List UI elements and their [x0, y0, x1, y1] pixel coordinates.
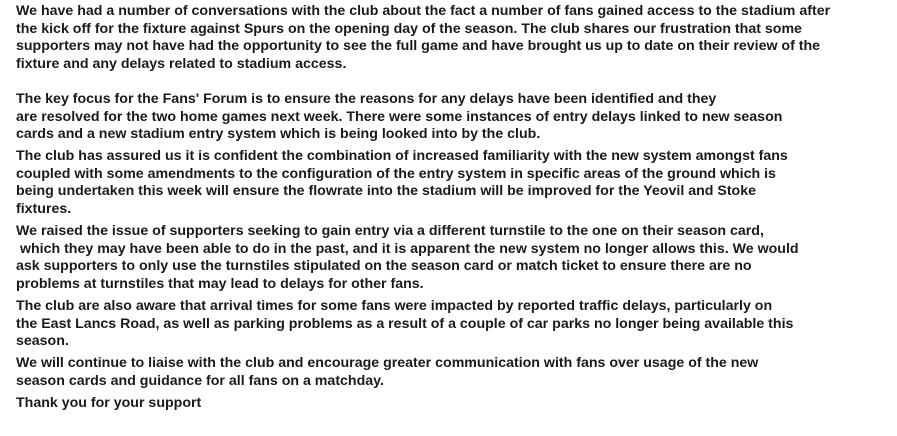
text-line: We will continue to liaise with the club and encourage greater communication with fans over usage of the new: [16, 355, 759, 372]
text-line: are resolved for the two home games next week. There were some instances of entry delays linked to new season: [16, 108, 783, 125]
text-line: ask supporters to only use the turnstiles stipulated on the season card or match ticket to ensure there are no: [16, 258, 752, 275]
paragraph-key-focus: [16, 91, 891, 144]
statement-document: [16, 3, 891, 413]
text-line: The key focus for the Fans' Forum is to ensure the reasons for any delays have been identified and they: [16, 90, 717, 107]
text-line: problems at turnstiles that may lead to delays for other fans.: [16, 275, 424, 292]
paragraph-entry-system: [16, 148, 891, 218]
text-line: Thank you for your support: [16, 394, 202, 411]
paragraph-stadium-access: [16, 3, 891, 73]
text-line: fixtures.: [16, 201, 72, 218]
paragraph-traffic-delays: [16, 298, 891, 351]
text-line: the East Lancs Road, as well as parking problems as a result of a couple of car parks no longer being available this: [16, 315, 794, 332]
text-line: The club has assured us it is confident the combination of increased familiarity with the new system amongst fans: [16, 148, 788, 165]
paragraph-turnstiles: [16, 223, 891, 293]
paragraph-communication: [16, 355, 891, 390]
text-line: coupled with some amendments to the configuration of the entry system in specific areas of the ground which is: [16, 165, 776, 182]
text-line: We have had a number of conversations with the club about the fact a number of fans gained access to the stadium after: [16, 3, 831, 19]
text-line: The club are also aware that arrival times for some fans were impacted by reported traffic delays, particularly on: [16, 298, 773, 314]
text-line: fixture and any delays related to stadium access.: [16, 55, 347, 72]
text-line: We raised the issue of supporters seeking to gain entry via a different turnstile to the one on their season card,: [16, 223, 764, 240]
text-line: season cards and guidance for all fans on a matchday.: [16, 372, 384, 389]
text-line: cards and a new stadium entry system which is being looked into by the club.: [16, 126, 541, 143]
paragraph-sign-off: [16, 395, 891, 413]
text-line: the kick off for the fixture against Spurs on the opening day of the season. The club shares our frustration that some: [16, 20, 802, 37]
text-line: season.: [16, 333, 69, 350]
text-line: supporters may not have had the opportunity to see the full game and have brought us up to date on their review of the: [16, 38, 821, 55]
text-line: which they may have been able to do in the past, and it is apparent the new system no longer allows this. We would: [16, 240, 799, 257]
text-line: being undertaken this week will ensure the flowrate into the stadium will be improved for the Yeovil and Stoke: [16, 183, 757, 200]
